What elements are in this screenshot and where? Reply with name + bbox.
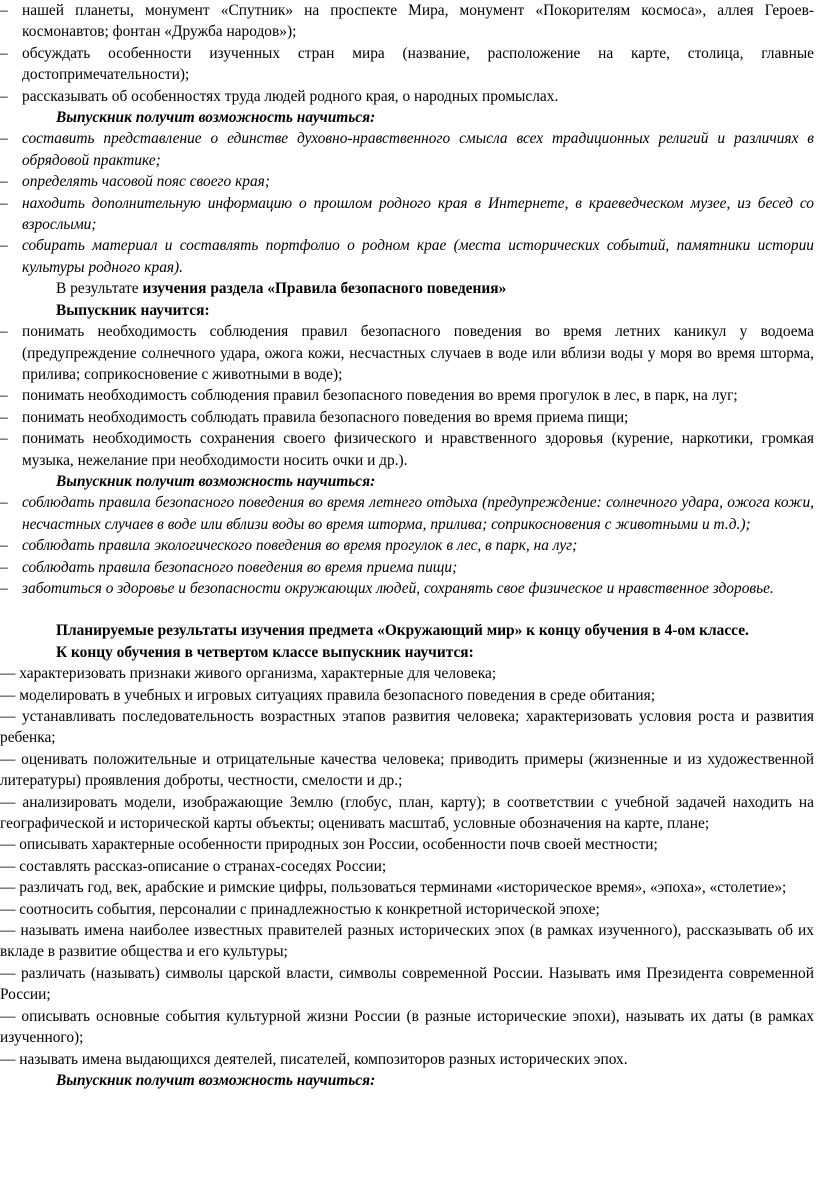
list-item-text: составить представление о единстве духовно-нравственного смысла всех традиционных религий и различиях в обрядовой практике; <box>22 130 814 169</box>
list-item-text: моделировать в учебных и игровых ситуациях правила безопасного поведения в среде обитания; <box>19 686 655 704</box>
opportunity-heading: Выпускник получит возможность научиться: <box>56 109 376 127</box>
list-item-text: понимать необходимость соблюдения правил безопасного поведения во время прогулок в лес, в парк, на луг; <box>22 387 738 405</box>
bullet-mark: – <box>0 558 8 576</box>
list-item <box>0 428 814 471</box>
list-item <box>0 43 814 86</box>
bullet-mark: – <box>0 173 8 191</box>
bullet-mark: – <box>0 387 8 405</box>
list-item-text: называть имена выдающихся деятелей, писателей, композиторов разных исторических эпох. <box>19 1050 628 1068</box>
list-item-text: обсуждать особенности изученных стран мира (название, расположение на карте, столица, главные достопримечательности); <box>22 44 814 84</box>
list-item-text: заботиться о здоровье и безопасности окружающих людей, сохранять свое физическое и нравственное здоровье. <box>22 579 774 597</box>
section-intro <box>0 278 814 299</box>
bullet-mark: – <box>0 44 8 62</box>
list-item <box>0 235 814 278</box>
list-item-text: различать (называть) символы царской власти, символы современной России. Называть имя Президента современной России; <box>0 964 814 1004</box>
dash-mark: — <box>0 686 16 704</box>
list-item-text: соблюдать правила безопасного поведения во время летнего отдыха (предупреждение: солнечного удара, ожога кожи, несчастных случаев в воде или вблизи воды во время шторма, прилива; соприкосновения с животными и т.д.); <box>22 494 814 533</box>
bullet-mark: – <box>0 87 8 105</box>
dash-mark: — <box>0 1007 16 1025</box>
list-item-text: анализировать модели, изображающие Землю (глобус, план, карту); в соответствии с учебной задачей находить на географической и исторической карты объекты; оценивать масштаб, условные обозначения на карте, плане; <box>0 793 814 833</box>
list-item-text: находить дополнительную информацию о прошлом родного края в Интернете, в краеведческом музее, из бесед со взрослыми; <box>22 194 814 234</box>
list-item-text: рассказывать об особенностях труда людей родного края, о народных промыслах. <box>22 87 559 105</box>
list-item-text: понимать необходимость соблюдения правил безопасного поведения во время летних каникул у водоема (предупреждение солнечного удара, ожога кожи, несчастных случаев в воде или вблизи воды у моря во время шторма, прилива; соприкосновение с животными в воде); <box>22 323 814 383</box>
list-item-text: определять часовой пояс своего края; <box>22 173 270 191</box>
bullet-mark: – <box>0 323 8 341</box>
dash-mark: — <box>0 793 16 811</box>
opportunity-heading: Выпускник получит возможность научиться: <box>56 1071 376 1089</box>
list-item-text: оценивать положительные и отрицательные качества человека; приводить примеры (жизненные и из художественной литературы) проявления доброты, честности, смелости и др.; <box>0 750 814 790</box>
dash-mark: — <box>0 836 16 854</box>
dash-mark: — <box>0 857 16 875</box>
list-item-text: описывать характерные особенности природных зон России, особенности почв своей местности; <box>19 836 658 854</box>
list-item <box>0 834 814 855</box>
list-item-text: понимать необходимость соблюдать правила безопасного поведения во время приема пищи; <box>22 408 629 426</box>
list-item <box>0 856 814 877</box>
list-item-text: соблюдать правила безопасного поведения во время приема пищи; <box>22 558 458 576</box>
list-item-text: составлять рассказ-описание о странах-соседях России; <box>19 857 387 875</box>
list-item <box>0 877 814 898</box>
list-item-text: собирать материал и составлять портфолио о родном крае (места исторических событий, памятники истории культуры родного края). <box>22 237 814 276</box>
list-item-text: понимать необходимость сохранения своего физического и нравственного здоровья (курение, наркотики, громкая музыка, нежелание при необходимости носить очки и др.). <box>22 430 814 469</box>
list-item <box>0 706 814 749</box>
list-item <box>0 86 814 107</box>
list-item <box>0 749 814 792</box>
list-item <box>0 321 814 385</box>
list-item <box>0 899 814 920</box>
opportunity-heading: Выпускник получит возможность научиться: <box>56 472 376 490</box>
list-item <box>0 792 814 835</box>
section-intro-prefix: В результате <box>56 280 143 298</box>
list-item <box>0 920 814 963</box>
list-item <box>0 663 814 684</box>
bullet-mark: – <box>0 130 8 148</box>
list-item <box>0 407 814 428</box>
bullet-mark: – <box>0 237 8 255</box>
list-item-text: различать год, век, арабские и римские цифры, пользоваться терминами «историческое время», «эпоха», «столетие»; <box>19 879 787 897</box>
bullet-mark: – <box>0 494 8 512</box>
dash-mark: — <box>0 750 16 768</box>
list-item-text: устанавливать последовательность возрастных этапов развития человека; характеризовать условия роста и развития ребенка; <box>0 708 814 747</box>
section-intro-title: изучения раздела «Правила безопасного поведения» <box>142 280 507 298</box>
section-title: Планируемые результаты изучения предмета «Окружающий мир» к концу обучения в 4-ом классе. <box>56 622 749 640</box>
list-item <box>0 193 814 236</box>
list-item-text: соблюдать правила экологического поведения во время прогулок в лес, в парк, на луг; <box>22 537 578 555</box>
list-item <box>0 0 814 43</box>
dash-mark: — <box>0 708 16 725</box>
list-item <box>0 535 814 556</box>
list-item <box>0 171 814 192</box>
list-item <box>0 1049 814 1070</box>
list-item <box>0 963 814 1006</box>
bullet-mark: – <box>0 194 8 212</box>
list-item-text: соотносить события, персоналии с принадлежностью к конкретной исторической эпохе; <box>19 900 600 918</box>
dash-mark: — <box>0 1050 16 1068</box>
list-item <box>0 385 814 406</box>
dash-mark: — <box>0 964 16 982</box>
will-learn-heading: Выпускник научится: <box>56 301 210 319</box>
list-item-text: называть имена наиболее известных правителей разных исторических эпох (в рамках изученного), рассказывать об их вкладе в развитие общества и его культуры; <box>0 922 814 961</box>
dash-mark: — <box>0 922 16 940</box>
list-item-text: характеризовать признаки живого организма, характерные для человека; <box>19 665 497 683</box>
dash-mark: — <box>0 665 16 683</box>
list-item <box>0 685 814 706</box>
dash-mark: — <box>0 900 16 918</box>
list-item <box>0 578 814 599</box>
list-item <box>0 492 814 535</box>
bullet-mark: – <box>0 408 8 426</box>
list-item <box>0 557 814 578</box>
list-item <box>0 1006 814 1049</box>
will-learn-heading: К концу обучения в четвертом классе выпускник научится: <box>56 643 474 661</box>
bullet-mark: – <box>0 430 8 448</box>
bullet-mark: – <box>0 579 8 597</box>
list-item-text: описывать основные события культурной жизни России (в разные исторические эпохи), называть их даты (в рамках изученного); <box>0 1007 814 1047</box>
bullet-mark: – <box>0 537 8 555</box>
list-item-text: нашей планеты, монумент «Спутник» на проспекте Мира, монумент «Покорителям космоса», аллея Героев-космонавтов; фонтан «Дружба народов»); <box>22 2 814 41</box>
dash-mark: — <box>0 879 16 897</box>
spacer <box>0 599 814 620</box>
list-item <box>0 128 814 171</box>
bullet-mark: – <box>0 2 8 19</box>
